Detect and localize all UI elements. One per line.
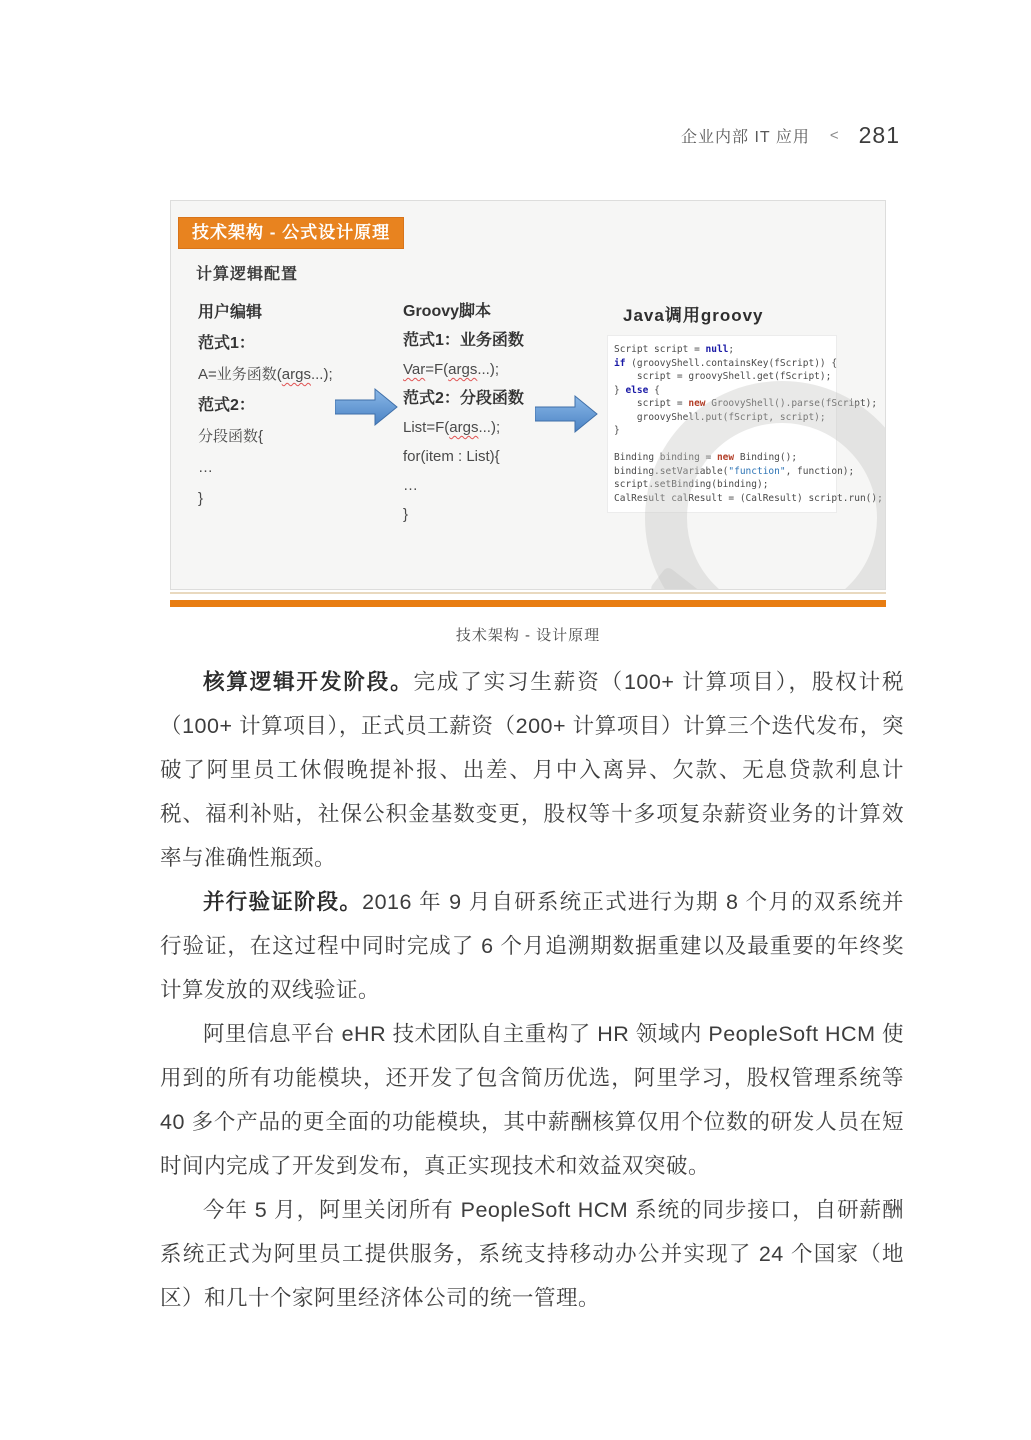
code-line: script = groovyShell.get(fScript); bbox=[614, 371, 832, 382]
slide-title: 技术架构 - 公式设计原理 bbox=[178, 217, 404, 249]
user-edit-line: 范式2： bbox=[198, 397, 255, 414]
user-edit-line: } bbox=[198, 490, 204, 507]
body-paragraphs bbox=[160, 660, 904, 1320]
groovy-line: Var=F(args...); bbox=[403, 361, 500, 378]
slide-canvas bbox=[170, 200, 886, 590]
groovy-line: … bbox=[403, 477, 418, 494]
slide-tan-divider bbox=[170, 592, 886, 594]
code-line: script.setBinding(binding); bbox=[614, 479, 769, 490]
body-paragraph: 并行验证阶段。2016 年 9 月自研系统正式进行为期 8 个月的双系统并行验证，在这过程中同时完成了 6 个月追溯期数据重建以及最重要的年终奖计算发放的双线验证。 bbox=[160, 890, 904, 1002]
code-line: CalResult calResult = (CalResult) script.run(); bbox=[614, 492, 883, 504]
user-edit-column bbox=[198, 297, 333, 514]
body-paragraph: 阿里信息平台 eHR 技术团队自主重构了 HR 领域内 PeopleSoft HCM 使用到的所有功能模块，还开发了包含简历优选，阿里学习，股权管理系统等 40 多个产品的更全面的功能模块，其中薪酬核算仅用个位数的研发人员在短时间内完成了开发到发布，真正实现技术和效益双突破。 bbox=[160, 1022, 904, 1178]
groovy-column bbox=[403, 297, 524, 529]
groovy-line: 范式1：业务函数 bbox=[403, 332, 524, 349]
user-edit-line: A=业务函数(args...); bbox=[198, 366, 333, 383]
slide-subtitle: 计算逻辑配置 bbox=[196, 266, 299, 283]
groovy-line: List=F(args...); bbox=[403, 419, 501, 436]
user-edit-line: 分段函数{ bbox=[198, 428, 264, 445]
user-edit-line: 用户编辑 bbox=[198, 304, 263, 321]
slide-figure bbox=[170, 200, 886, 607]
groovy-line: } bbox=[403, 506, 409, 523]
flow-arrow-icon bbox=[535, 394, 599, 434]
flow-arrow-icon bbox=[335, 387, 399, 427]
code-line: Script script = null; bbox=[614, 344, 735, 355]
code-line: binding.setVariable("function", function); bbox=[614, 465, 855, 477]
figure-caption: 技术架构 - 设计原理 bbox=[455, 627, 601, 644]
code-line: } else { bbox=[614, 384, 660, 396]
body-paragraph: 核算逻辑开发阶段。完成了实习生薪资（100+ 计算项目），股权计税（100+ 计算项目），正式员工薪资（200+ 计算项目）计算三个迭代发布，突破了阿里员工休假晚提补报、出差、月中入离异、欠款、无息贷款利息计税、福利补贴，社保公积金基数变更，股权等十多项复杂薪资业务的计算效率与准确性瓶颈。 bbox=[160, 670, 904, 870]
page-number: 281 bbox=[858, 122, 900, 148]
groovy-line: Groovy脚本 bbox=[403, 303, 492, 320]
code-line: if (groovyShell.containsKey(fScript)) { bbox=[614, 357, 838, 369]
running-head bbox=[681, 122, 900, 149]
slide-orange-bar bbox=[170, 600, 886, 607]
code-line: Binding binding = new Binding(); bbox=[614, 452, 798, 463]
java-column-heading: Java调用groovy bbox=[623, 306, 764, 325]
header-separator: < bbox=[829, 127, 839, 144]
body-paragraph: 今年 5 月，阿里关闭所有 PeopleSoft HCM 系统的同步接口，自研薪酬系统正式为阿里员工提供服务，系统支持移动办公并实现了 24 个国家（地区）和几十个家阿里经济体公司的统一管理。 bbox=[160, 1198, 904, 1310]
groovy-line: 范式2：分段函数 bbox=[403, 390, 524, 407]
user-edit-line: … bbox=[198, 459, 213, 476]
groovy-line: for(item : List){ bbox=[403, 448, 500, 465]
code-line: } bbox=[614, 425, 620, 436]
code-line: groovyShell.put(fScript, script); bbox=[614, 411, 826, 423]
section-title: 企业内部 IT 应用 bbox=[681, 129, 810, 146]
code-line: script = new GroovyShell().parse(fScript); bbox=[614, 398, 878, 409]
user-edit-line: 范式1： bbox=[198, 335, 255, 352]
